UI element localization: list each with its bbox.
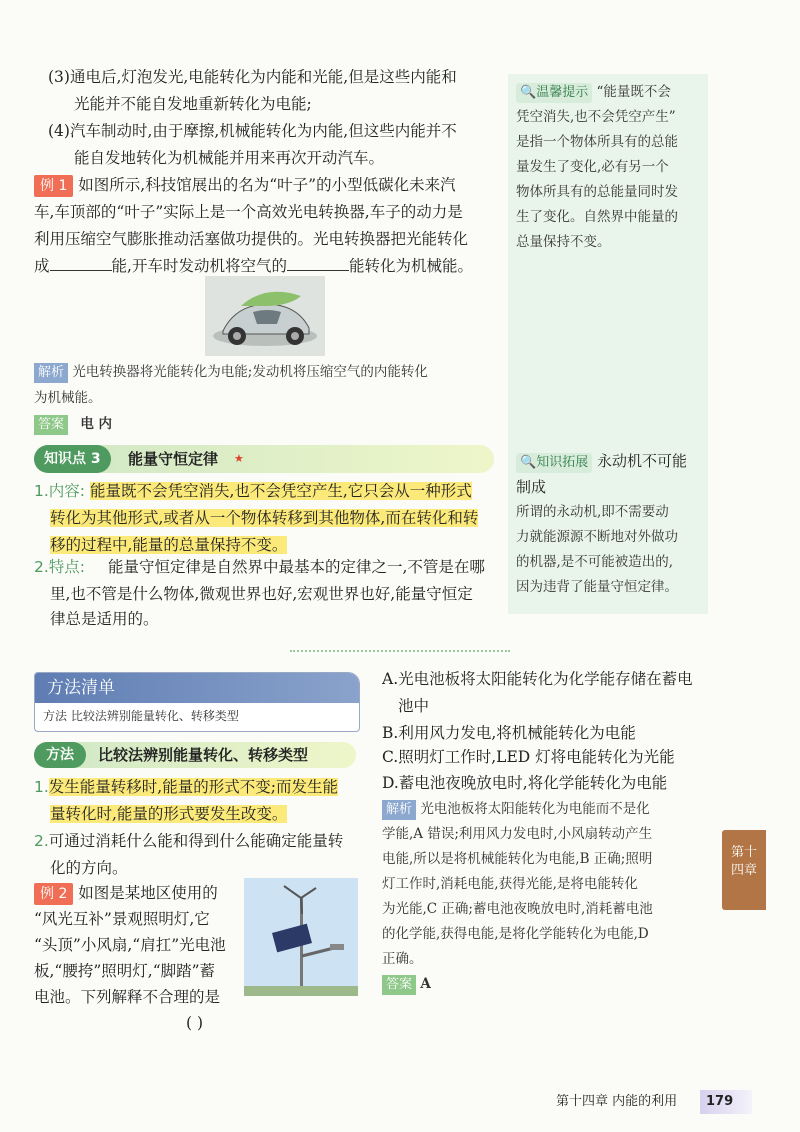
tip-l3: 是指一个物体所具有的总能 — [516, 134, 678, 150]
ex2-a5: 为光能,C 正确;蓄电池夜晚放电时,消耗蓄电池 — [382, 901, 653, 917]
example1-analysis-2: 为机械能。 — [34, 390, 102, 406]
knowledge-ext — [516, 448, 706, 600]
example2-line2: “风光互补”景观照明灯,它 — [34, 910, 210, 928]
example1-line3: 利用压缩空气膨胀推动活塞做功提供的。光电转换器把光能转化 — [34, 230, 469, 248]
answer-tag-1: 答案 — [34, 415, 68, 435]
method-title: 比较法辨别能量转化、转移类型 — [98, 746, 309, 764]
option-c: C.照明灯工作时,LED 灯将电能转化为光能 — [382, 748, 675, 766]
example2-line3: “头顶”小风扇,“肩扛”光电池 — [34, 936, 226, 954]
example1-line1 — [34, 172, 456, 199]
tip-l4: 量发生了变化,必有另一个 — [516, 159, 669, 175]
ex2-a7: 正确。 — [382, 951, 423, 967]
page-number: 179 — [700, 1090, 752, 1114]
example2-l1: 如图是某地区使用的 — [78, 884, 218, 902]
tip-l5: 物体所具有的总能量同时发 — [516, 184, 678, 200]
method-p1-text: 发生能量转移时,能量的形式不变;而发生能 — [48, 778, 338, 796]
tip-title: 🔍温馨提示 — [516, 83, 592, 103]
kp3-content1: 能量既不会凭空消失,也不会凭空产生,它只会从一种形式 — [89, 482, 472, 500]
example1-l4a: 成 — [34, 257, 50, 275]
warm-tip — [516, 80, 706, 255]
answer1-text: 电 内 — [80, 416, 113, 432]
ext-l1: 所谓的永动机,即不需要动 — [516, 504, 669, 520]
example2-line4: 板,“腰挎”照明灯,“脚踏”蓄 — [34, 962, 216, 980]
leaf-car-icon — [205, 276, 325, 356]
example1-analysis — [34, 360, 428, 385]
footer-chapter: 第十四章 内能的利用 — [556, 1094, 678, 1109]
leaf-car-image — [205, 276, 325, 356]
ex2-a2: 学能,A 错误;利用风力发电时,小风扇转动产生 — [382, 826, 653, 842]
method-p2-text: 可通过消耗什么能和得到什么能确定能量转 — [48, 832, 344, 850]
analysis-tag-2: 解析 — [382, 800, 416, 820]
lamp-icon — [244, 878, 358, 996]
kp3-feature-2: 里,也不管是什么物体,微观世界也好,宏观世界也好,能量守恒定 — [50, 585, 473, 603]
answer2-text: A — [420, 976, 431, 992]
method-p2-num: 2. — [34, 832, 49, 850]
methods-sub: 方法 比较法辨别能量转化、转移类型 — [43, 709, 239, 723]
option-a: A.光电池板将太阳能转化为化学能存储在蓄电 — [382, 670, 693, 688]
tip-l1: “能量既不会 — [596, 84, 671, 100]
example1-l4c: 能转化为机械能。 — [348, 257, 473, 275]
answer-tag-2: 答案 — [382, 975, 416, 995]
method-header — [34, 742, 356, 768]
wind-solar-lamp-image — [244, 878, 358, 996]
example2-bracket: ( ) — [186, 1014, 204, 1032]
tip-l6: 生了变化。自然界中能量的 — [516, 209, 678, 225]
method-p1b: 量转化时,能量的形式要发生改变。 — [50, 805, 288, 823]
example1-text1: 如图所示,科技馆展出的名为“叶子”的小型低碳化未来汽 — [78, 176, 456, 194]
tip-l2: 凭空消失,也不会凭空产生” — [516, 109, 676, 125]
option-a-cont: 池中 — [398, 697, 430, 715]
kp3-feature-label: 2.特点: — [34, 558, 86, 576]
item-4: (4)汽车制动时,由于摩擦,机械能转化为内能,但这些内能并不 — [48, 122, 457, 140]
kp3-feature-3: 律总是适用的。 — [50, 610, 159, 628]
method-p2b: 化的方向。 — [50, 859, 128, 877]
chapter-side-tab[interactable] — [722, 830, 766, 910]
kp3-content-3: 移的过程中,能量的总量保持不变。 — [50, 536, 288, 554]
item-3: (3)通电后,灯泡发光,电能转化为内能和光能,但是这些内能和 — [48, 68, 457, 86]
ext-heading1: 永动机不可能 — [596, 452, 687, 470]
analysis-tag-1: 解析 — [34, 363, 68, 383]
tip-line1 — [516, 80, 706, 105]
tip-l7: 总量保持不变。 — [516, 234, 611, 250]
item-3-cont: 光能并不能自发地重新转化为电能; — [74, 95, 312, 113]
side-tab-l1: 第十 — [730, 845, 757, 860]
kp3-content-1 — [34, 478, 472, 505]
method-p1-num: 1. — [34, 778, 49, 796]
example2-analysis — [382, 797, 712, 997]
item-4-cont: 能自发地转化为机械能并用来再次开动汽车。 — [74, 149, 385, 167]
kp3-feature1: 能量守恒定律是自然界中最基本的定律之一,不管是在哪 — [107, 558, 485, 576]
ext-heading2: 制成 — [516, 478, 547, 496]
kp3-content-2: 转化为其他形式,或者从一个物体转移到其他物体,而在转化和转 — [50, 509, 479, 527]
kp3-tag: 知识点 3 — [34, 445, 111, 473]
ext-l3: 的机器,是不可能被造出的, — [516, 554, 674, 570]
option-d: D.蓄电池夜晚放电时,将化学能转化为电能 — [382, 774, 668, 792]
example1-line2: 车,车顶部的“叶子”实际上是一个高效光电转换器,车子的动力是 — [34, 203, 463, 221]
kp3-header — [34, 445, 494, 473]
method-p1 — [34, 774, 338, 801]
example2-tag: 例 2 — [34, 883, 73, 905]
ex2-a3: 电能,所以是将机械能转化为电能,B 正确;照明 — [382, 851, 653, 867]
example1-answer — [34, 412, 112, 437]
ex2-a1: 解析 光电池板将太阳能转化为电能而不是化 — [382, 797, 712, 822]
kp3-title: 能量守恒定律 — [128, 450, 219, 468]
ext-l4: 因为违背了能量守恒定律。 — [516, 579, 678, 595]
ext-heading — [516, 448, 706, 474]
kp3-content-label: 1.内容: — [34, 482, 86, 500]
blank-1 — [50, 254, 112, 271]
blank-2 — [287, 254, 349, 271]
example1-tag: 例 1 — [34, 175, 73, 197]
method-tag: 方法 — [34, 742, 86, 768]
section-divider — [290, 650, 510, 652]
ex2-a6: 的化学能,获得电能,是将化学能转化为电能,D — [382, 926, 649, 942]
ext-title: 🔍知识拓展 — [516, 453, 592, 473]
method-p2 — [34, 828, 343, 855]
ex2-answer — [382, 972, 712, 997]
kp3-star-icon: ★ — [234, 452, 244, 465]
analysis1-text: 光电转换器将光能转化为电能;发动机将压缩空气的内能转化 — [72, 364, 428, 380]
example2-line1 — [34, 880, 218, 907]
ext-l2: 力就能源源不断地对外做功 — [516, 529, 678, 545]
option-b: B.利用风力发电,将机械能转化为电能 — [382, 724, 636, 742]
side-tab-l2: 四章 — [730, 863, 757, 878]
ex2-a4: 灯工作时,消耗电能,获得光能,是将电能转化 — [382, 876, 638, 892]
methods-banner: 方法清单 — [35, 673, 359, 703]
methods-box — [34, 672, 360, 732]
example2-line5: 电池。下列解释不合理的是 — [34, 988, 221, 1006]
kp3-feature-1 — [34, 554, 485, 581]
example1-l4b: 能,开车时发动机将空气的 — [111, 257, 287, 275]
